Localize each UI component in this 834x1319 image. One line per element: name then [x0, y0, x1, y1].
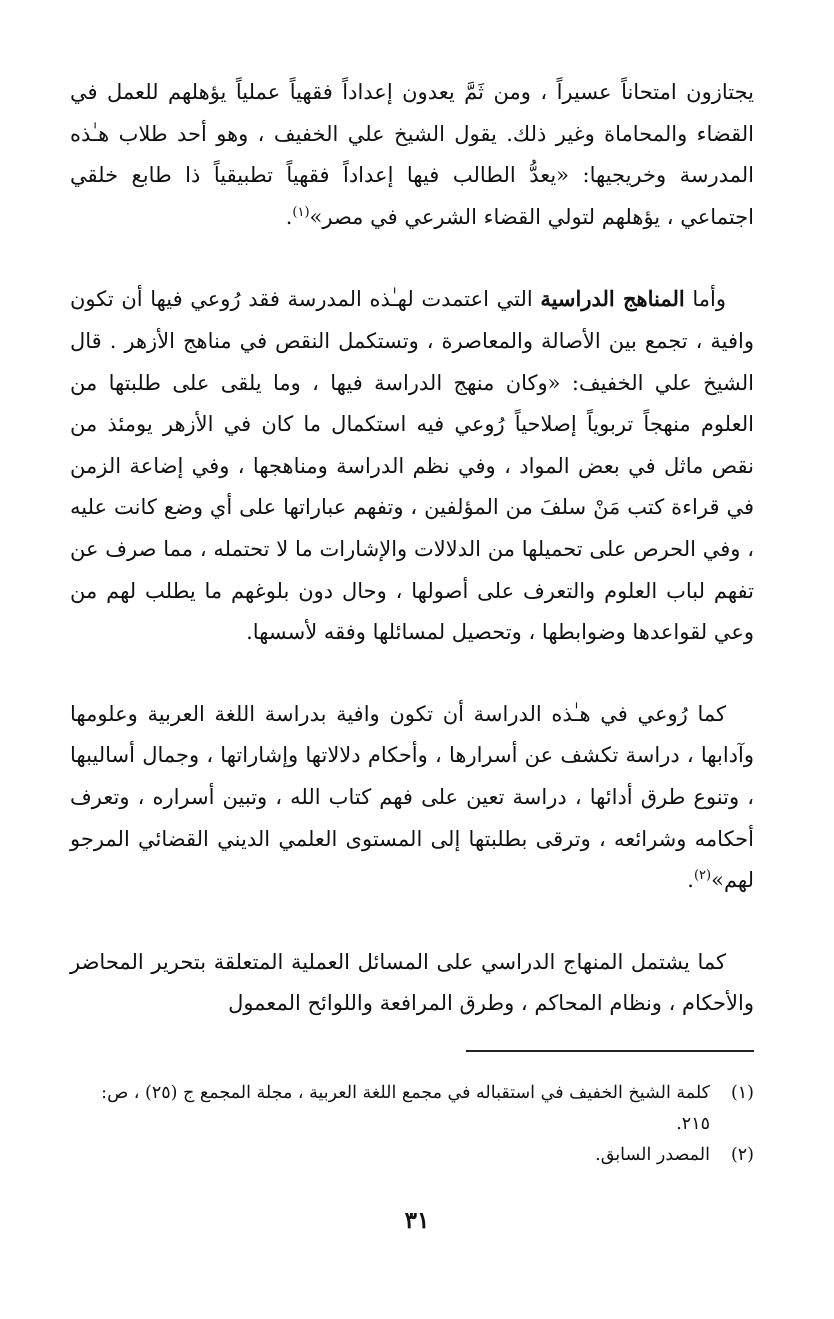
footnote-2-text: المصدر السابق. — [595, 1145, 710, 1165]
paragraph-2 — [70, 278, 754, 653]
footnote-ref-2: (٢) — [693, 868, 712, 884]
paragraph-2-text: التي اعتمدت لهـٰذه المدرسة فقد رُوعي فيها أن تكون وافية ، تجمع بين الأصالة والمعاصرة ، وتستكمل النقص في مناهج الأزهر . قال الشيخ علي الخفيف: «وكان منهج الدراسة فيها ، وما يلقى على طلبتها من العلوم منهجاً تربوياً إصلاحياً رُوعي فيه استكمال ما كان في الأزهر يومئذ من نقص ماثل في بعض المواد ، وفي نظم الدراسة ومناهجها ، وفي إضاعة الزمن في قراءة كتب مَنْ سلفَ من المؤلفين ، وتفهم عباراتها على أي وضع كانت عليه ، وفي الحرص على تحميلها من الدلالات والإشارات ما لا تحتمله ، مما صرف عن تفهم لباب العلوم والتعرف على أصولها ، وحال دون بلوغهم ما يطلب لهم من وعي لقواعدها وضوابطها ، وتحصيل لمسائلها وفقه لأسسها. — [70, 287, 754, 645]
page-number: ٣١ — [404, 1207, 430, 1234]
paragraph-2-bold-term: المناهج الدراسية — [540, 286, 685, 312]
main-text — [70, 72, 754, 1025]
footnote-1 — [70, 1078, 754, 1140]
footnote-1-text: كلمة الشيخ الخفيف في استقباله في مجمع اللغة العربية ، مجلة المجمع ج (٢٥) ، ص: ٢١٥. — [101, 1083, 710, 1134]
paragraph-3 — [70, 694, 754, 902]
footnote-separator — [466, 1050, 754, 1052]
footnote-1-number: (١) — [730, 1083, 754, 1103]
footnote-2 — [70, 1140, 754, 1171]
paragraph-4-text: كما يشتمل المنهاج الدراسي على المسائل العملية المتعلقة بتحرير المحاضر والأحكام ، ونظام المحاكم ، وطرق المرافعة واللوائح المعمول — [70, 949, 754, 1016]
paragraph-4 — [70, 942, 754, 1025]
paragraph-1-end: . — [285, 204, 293, 229]
footnotes — [70, 1078, 754, 1171]
paragraph-2-lead: وأما — [692, 287, 726, 312]
paragraph-1-text: يجتازون امتحاناً عسيراً ، ومن ثَمَّ يعدون إعداداً فقهياً عملياً يؤهلهم للعمل في القضاء والمحاماة وغير ذلك. يقول الشيخ علي الخفيف ، وهو أحد طلاب هـٰذه المدرسة وخريجيها: «يعدُّ الطالب فيها إعداداً فقهياً تطبيقياً ذا طابع خلقي اجتماعي ، يؤهلهم لتولي القضاء الشرعي في مصر» — [70, 80, 754, 229]
footnote-2-number: (٢) — [730, 1145, 754, 1165]
footnote-ref-1: (١) — [292, 204, 310, 220]
paragraph-1 — [70, 72, 754, 238]
paragraph-3-text: كما رُوعي في هـٰذه الدراسة أن تكون وافية بدراسة اللغة العربية وعلومها وآدابها ، دراسة تكشف عن أسرارها ، وأحكام دلالاتها وإشاراتها ، وجمال أساليبها ، وتنوع طرق أدائها ، دراسة تعين على فهم كتاب الله ، وتبين أسراره ، وتعرف أحكامه وشرائعه ، وترقى بطلبتها إلى المستوى العلمي الديني القضائي المرجو لهم» — [70, 701, 754, 893]
paragraph-3-end: . — [687, 868, 694, 893]
